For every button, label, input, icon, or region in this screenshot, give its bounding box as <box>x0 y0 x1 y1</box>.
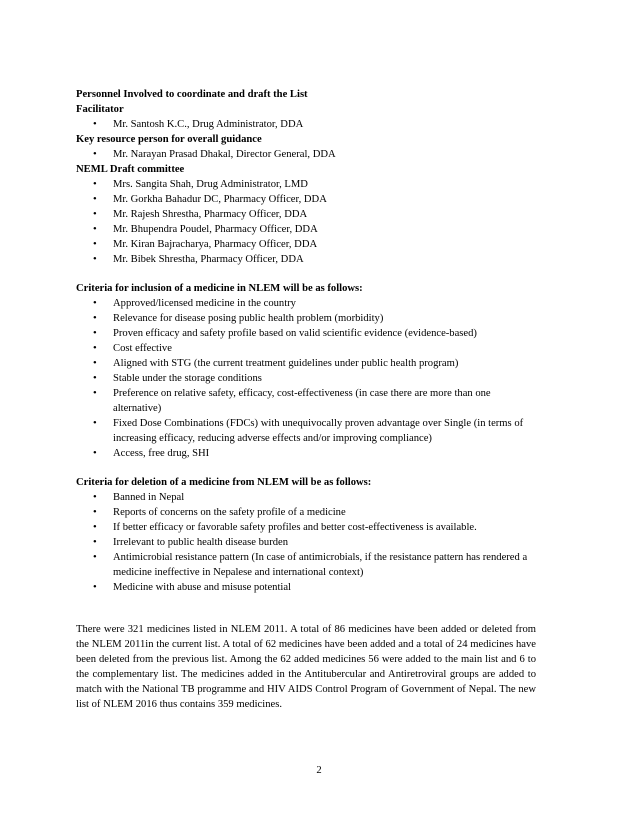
personnel-heading: Personnel Involved to coordinate and draft the List <box>76 89 308 100</box>
list-item: • Access, free drug, SHI <box>76 446 536 461</box>
list-item: • Aligned with STG (the current treatment guidelines under public health program) <box>76 356 536 371</box>
list-item: • Banned in Nepal <box>76 490 536 505</box>
page-number: 2 <box>316 765 322 776</box>
list-item: • Mr. Bibek Shrestha, Pharmacy Officer, DDA <box>76 252 536 267</box>
page-content <box>76 87 536 712</box>
facilitator-heading: Facilitator <box>76 104 124 115</box>
key-resource-list <box>76 147 536 162</box>
list-item: • Mr. Narayan Prasad Dhakal, Director General, DDA <box>76 147 536 162</box>
facilitator-list <box>76 117 536 132</box>
list-item: • Medicine with abuse and misuse potential <box>76 580 536 595</box>
list-item: • Approved/licensed medicine in the country <box>76 296 536 311</box>
summary-paragraph: There were 321 medicines listed in NLEM 2011. A total of 86 medicines have been added or deleted from the NLEM 2011in the current list. A total of 62 medicines have been added and a total of 24 medicines have been deleted from the previous list. Among the 62 added medicines 56 were added to the main list and 6 to the complementary list. The medicines added in the Antitubercular and Antiretroviral groups are added to match with the National TB programme and HIV AIDS Control Program of Government of Nepal. The new list of NLEM 2016 thus contains 359 medicines. <box>76 624 536 710</box>
list-item: • Mr. Kiran Bajracharya, Pharmacy Officer, DDA <box>76 237 536 252</box>
list-item: • Cost effective <box>76 341 536 356</box>
inclusion-heading: Criteria for inclusion of a medicine in NLEM will be as follows: <box>76 283 363 294</box>
committee-heading: NEML Draft committee <box>76 164 185 175</box>
spacer <box>76 267 536 281</box>
list-item: • Mr. Bhupendra Poudel, Pharmacy Officer, DDA <box>76 222 536 237</box>
key-resource-heading: Key resource person for overall guidance <box>76 134 262 145</box>
list-item: • Antimicrobial resistance pattern (In case of antimicrobials, if the resistance pattern has rendered a medicine ineffective in Nepalese and international context) <box>76 550 536 580</box>
inclusion-list <box>76 296 536 461</box>
list-item: • Fixed Dose Combinations (FDCs) with unequivocally proven advantage over Single (in terms of increasing efficacy, reducing adverse effects and/or improving compliance) <box>76 416 536 446</box>
list-item: • If better efficacy or favorable safety profiles and better cost-effectiveness is available. <box>76 520 536 535</box>
list-item: • Irrelevant to public health disease burden <box>76 535 536 550</box>
deletion-list <box>76 490 536 595</box>
list-item: • Mr. Rajesh Shrestha, Pharmacy Officer, DDA <box>76 207 536 222</box>
list-item: • Preference on relative safety, efficacy, cost-effectiveness (in case there are more than one alternative) <box>76 386 536 416</box>
list-item: • Proven efficacy and safety profile based on valid scientific evidence (evidence-based) <box>76 326 536 341</box>
list-item: • Mr. Santosh K.C., Drug Administrator, DDA <box>76 117 536 132</box>
deletion-heading: Criteria for deletion of a medicine from NLEM will be as follows: <box>76 477 372 488</box>
list-item: • Stable under the storage conditions <box>76 371 536 386</box>
spacer <box>76 461 536 475</box>
list-item: • Relevance for disease posing public health problem (morbidity) <box>76 311 536 326</box>
committee-list <box>76 177 536 267</box>
spacer <box>76 595 536 622</box>
list-item: • Reports of concerns on the safety profile of a medicine <box>76 505 536 520</box>
list-item: • Mrs. Sangita Shah, Drug Administrator, LMD <box>76 177 536 192</box>
list-item: • Mr. Gorkha Bahadur DC, Pharmacy Officer, DDA <box>76 192 536 207</box>
